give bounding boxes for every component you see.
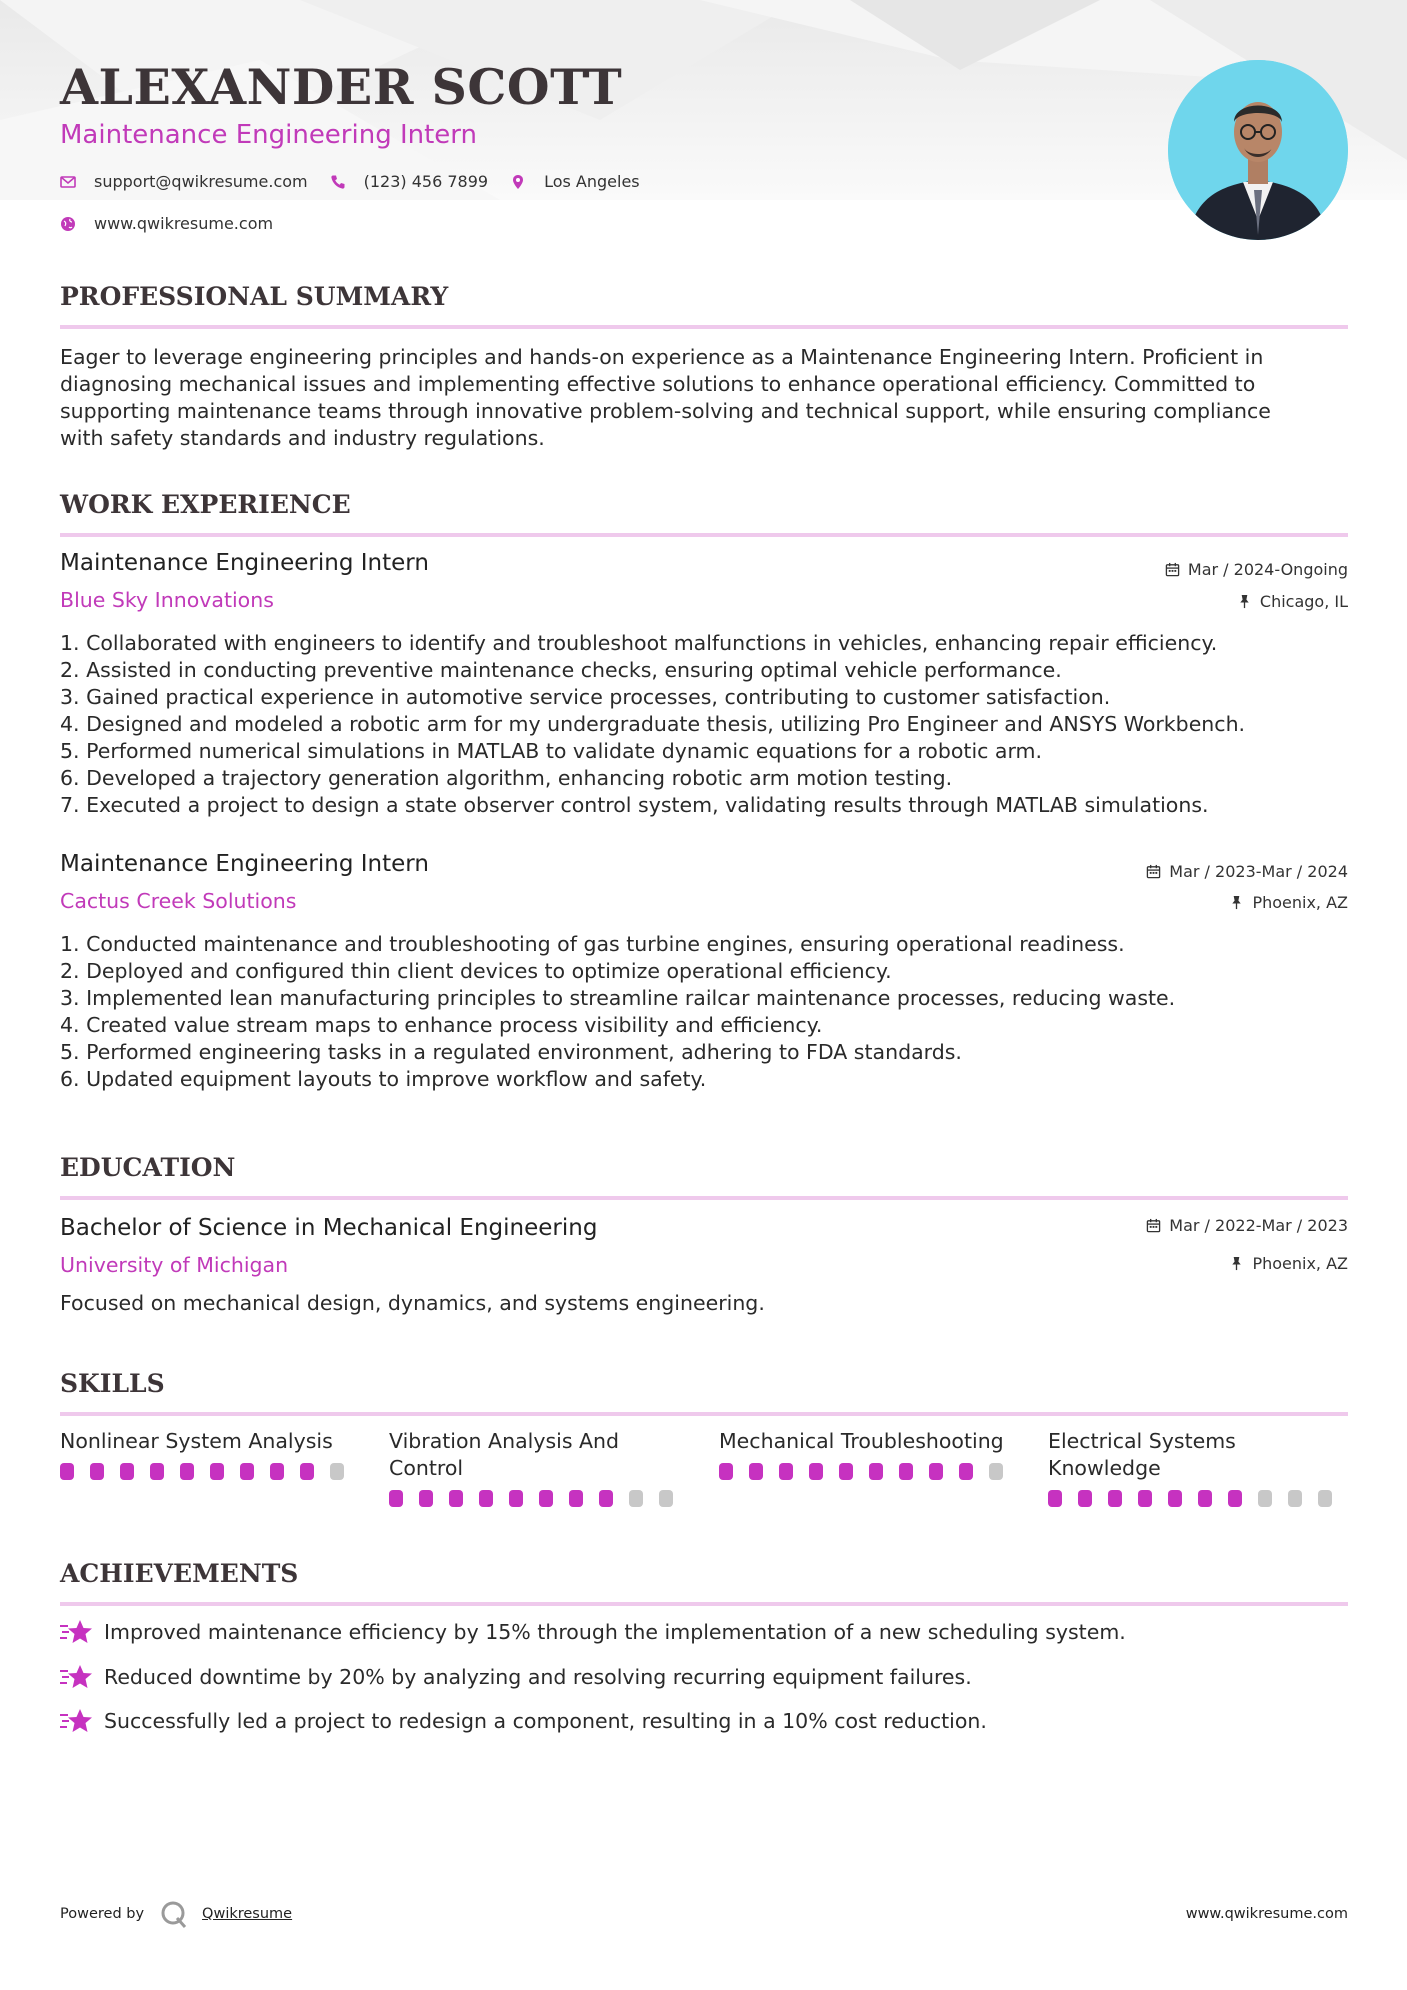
job-bullets [60,931,1348,1093]
summary-line: diagnosing mechanical issues and implementing effective solutions to enhance operational efficiency. Committed to [60,372,1256,396]
list-item: 4. Created value stream maps to enhance process visibility and efficiency. [60,1013,823,1037]
star-icon [60,1618,92,1646]
rating-dot-filled [599,1490,613,1507]
rating-dot-filled [1048,1490,1062,1507]
skill-name: Electrical Systems [1048,1429,1236,1453]
pin-icon [1229,895,1244,910]
contact-location [510,172,640,191]
achievement-item [60,1618,1126,1646]
job-location-text: Phoenix, AZ [1252,893,1348,912]
rating-dot-filled [779,1463,793,1480]
skill-item [719,1428,1019,1480]
skill-rating [719,1463,1019,1480]
list-item: 5. Performed engineering tasks in a regulated environment, adhering to FDA standards. [60,1040,962,1064]
rating-dot-filled [210,1463,224,1480]
rating-dot-filled [809,1463,823,1480]
company-name: Blue Sky Innovations [60,588,274,612]
calendar-icon [1146,864,1161,879]
list-item: 4. Designed and modeled a robotic arm for my undergraduate thesis, utilizing Pro Engineer and ANSYS Workbench. [60,712,1246,736]
powered-by-label: Powered by [60,1906,145,1922]
candidate-title: Maintenance Engineering Intern [60,120,478,150]
rating-dot-filled [869,1463,883,1480]
star-icon [60,1707,92,1735]
school-name: University of Michigan [60,1253,289,1277]
pin-icon [1237,594,1252,609]
list-item: 3. Implemented lean manufacturing principles to streamline railcar maintenance processes, reducing waste. [60,986,1176,1010]
list-item: 7. Executed a project to design a state observer control system, validating results through MATLAB simulations. [60,793,1209,817]
rating-dot-filled [539,1490,553,1507]
rating-dot-filled [120,1463,134,1480]
footer-website[interactable]: www.qwikresume.com [1185,1906,1348,1922]
job-location [1237,592,1348,611]
list-item: 6. Developed a trajectory generation algorithm, enhancing robotic arm motion testing. [60,766,953,790]
summary-line: supporting maintenance teams through innovative problem-solving and technical support, while ensuring compliance [60,399,1271,423]
education-description: Focused on mechanical design, dynamics, and systems engineering. [60,1291,765,1315]
candidate-name: ALEXANDER SCOTT [60,58,623,116]
list-item: 3. Gained practical experience in automotive service processes, contributing to customer satisfaction. [60,685,1111,709]
rating-dot-filled [839,1463,853,1480]
rating-dot-filled [389,1490,403,1507]
job-dates [1146,862,1348,881]
job-location [1229,893,1348,912]
summary-text [60,344,1320,452]
rating-dot-filled [929,1463,943,1480]
achievement-text: Reduced downtime by 20% by analyzing and resolving recurring equipment failures. [104,1665,972,1689]
list-item: 2. Assisted in conducting preventive maintenance checks, ensuring optimal vehicle performance. [60,658,1062,682]
contact-website[interactable] [60,214,273,233]
rating-dot-filled [1108,1490,1122,1507]
job-dates-text: Mar / 2024-Ongoing [1187,560,1348,579]
rating-dot-filled [240,1463,254,1480]
achievement-text: Successfully led a project to redesign a component, resulting in a 10% cost reduction. [104,1709,987,1733]
rating-dot-filled [569,1490,583,1507]
rating-dot-filled [419,1490,433,1507]
qwikresume-logo-icon [160,1900,188,1928]
experience-heading: WORK EXPERIENCE [60,490,1348,537]
job-dates [1165,560,1348,579]
contact-row-website [60,214,295,233]
rating-dot-empty [1288,1490,1302,1507]
envelope-icon [60,174,76,190]
rating-dot-filled [509,1490,523,1507]
rating-dot-filled [899,1463,913,1480]
job-bullets [60,630,1348,819]
calendar-icon [1165,562,1180,577]
rating-dot-filled [449,1490,463,1507]
education-dates [1146,1216,1348,1235]
achievement-item [60,1707,987,1735]
company-name: Cactus Creek Solutions [60,889,297,913]
job-title: Maintenance Engineering Intern [60,851,429,877]
contact-email[interactable] [60,172,308,191]
rating-dot-filled [959,1463,973,1480]
achievement-text: Improved maintenance efficiency by 15% through the implementation of a new scheduling system. [104,1620,1126,1644]
job-title: Maintenance Engineering Intern [60,550,429,576]
portrait-illustration [1168,60,1348,240]
rating-dot-empty [1258,1490,1272,1507]
list-item: 5. Performed numerical simulations in MATLAB to validate dynamic equations for a robotic arm. [60,739,1043,763]
summary-line: Eager to leverage engineering principles and hands-on experience as a Maintenance Engineering Intern. Proficient in [60,345,1264,369]
skill-item [1048,1428,1348,1507]
degree-title: Bachelor of Science in Mechanical Engineering [60,1215,598,1241]
rating-dot-filled [90,1463,104,1480]
skills-heading: SKILLS [60,1369,1348,1416]
achievements-heading: ACHIEVEMENTS [60,1559,1348,1606]
globe-icon [60,216,76,232]
skill-item [389,1428,689,1507]
rating-dot-filled [719,1463,733,1480]
skill-name: Vibration Analysis And [389,1429,620,1453]
rating-dot-filled [749,1463,763,1480]
rating-dot-filled [300,1463,314,1480]
list-item: 2. Deployed and configured thin client devices to optimize operational efficiency. [60,959,892,983]
skill-name: Nonlinear System Analysis [60,1429,333,1453]
rating-dot-filled [150,1463,164,1480]
skill-item [60,1428,360,1480]
skill-name: Mechanical Troubleshooting [719,1429,1004,1453]
star-icon [60,1663,92,1691]
contact-phone[interactable] [330,172,488,191]
education-dates-text: Mar / 2022-Mar / 2023 [1169,1216,1348,1235]
summary-line: with safety standards and industry regulations. [60,426,545,450]
rating-dot-empty [989,1463,1003,1480]
skill-name: Knowledge [1048,1456,1161,1480]
skill-rating [60,1463,360,1480]
education-location [1229,1254,1348,1273]
achievement-item [60,1663,972,1691]
rating-dot-filled [1078,1490,1092,1507]
location-text: Los Angeles [544,172,640,191]
contact-row [60,172,662,191]
calendar-icon [1146,1218,1161,1233]
skill-rating [1048,1490,1348,1507]
website-text: www.qwikresume.com [94,214,274,233]
rating-dot-filled [60,1463,74,1480]
rating-dot-filled [270,1463,284,1480]
rating-dot-empty [330,1463,344,1480]
rating-dot-filled [1168,1490,1182,1507]
education-location-text: Phoenix, AZ [1252,1254,1348,1273]
rating-dot-filled [1198,1490,1212,1507]
job-dates-text: Mar / 2023-Mar / 2024 [1169,862,1348,881]
list-item: 6. Updated equipment layouts to improve workflow and safety. [60,1067,707,1091]
profile-photo [1168,60,1348,240]
rating-dot-filled [479,1490,493,1507]
footer-powered-by [60,1900,292,1928]
phone-icon [330,174,346,190]
list-item: 1. Conducted maintenance and troubleshooting of gas turbine engines, ensuring operational readiness. [60,932,1125,956]
map-pin-icon [510,174,526,190]
education-heading: EDUCATION [60,1153,1348,1200]
job-location-text: Chicago, IL [1259,592,1348,611]
rating-dot-empty [659,1490,673,1507]
email-text: support@qwikresume.com [94,172,308,191]
phone-text: (123) 456 7899 [363,172,489,191]
pin-icon [1229,1256,1244,1271]
rating-dot-filled [1138,1490,1152,1507]
skill-rating [389,1490,689,1507]
skill-name: Control [389,1456,464,1480]
rating-dot-filled [180,1463,194,1480]
list-item: 1. Collaborated with engineers to identify and troubleshoot malfunctions in vehicles, enhancing repair efficiency. [60,631,1218,655]
rating-dot-empty [629,1490,643,1507]
summary-heading: PROFESSIONAL SUMMARY [60,282,1348,329]
brand-link[interactable]: Qwikresume [202,1906,293,1922]
rating-dot-empty [1318,1490,1332,1507]
rating-dot-filled [1228,1490,1242,1507]
